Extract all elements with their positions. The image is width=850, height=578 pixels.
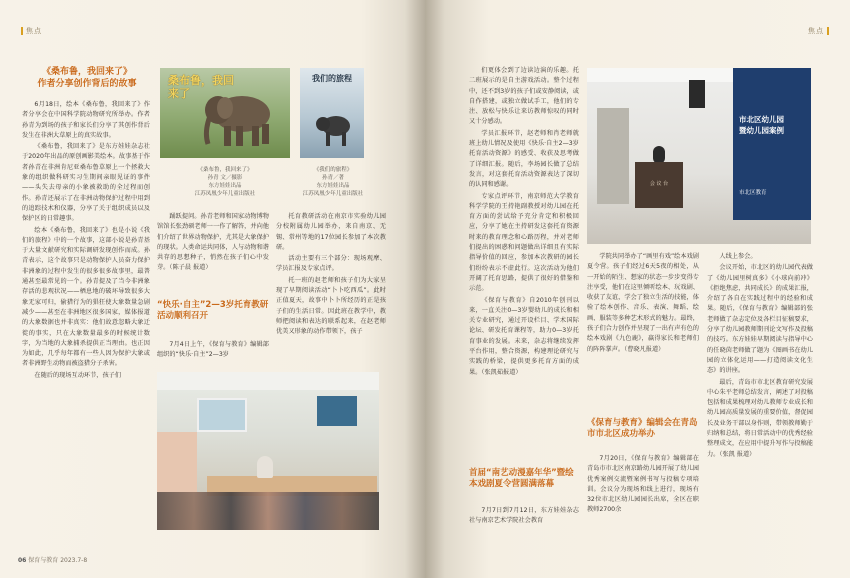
door: [597, 108, 629, 204]
caption-line: 东方娃娃出品: [316, 183, 350, 189]
right-column-2b: [587, 454, 699, 532]
paragraph: 学员汇报环节，赵老师和肖老师就班上幼儿情况及使用《快乐·自主2—3岁托育活动资源》的感受、收获及思考做了详细汇报。随后，李场园长做了总结发言，对这套托育活动资源表达了深切的认同和感谢。: [469, 129, 579, 189]
right-column-1b: [469, 506, 579, 532]
caption-line: 《桑布鲁，我回来了》: [197, 167, 253, 173]
screen-text: [739, 114, 809, 136]
book-cover-sampuru: [160, 68, 290, 158]
magazine-issue: 保育与教育 2023.7-8: [28, 557, 88, 564]
paragraph: 专家点评环节，南京师范大学教育科学学院的王持艳副教授对幼儿园在托育方面的尝试给予充分肯定和积极回应，分享了她在主持研发这套托育资源时来的教育理念和心路历程，并对老师们提出的困惑和问题做出详细且有实际指导价值的回应，参加本次教研的园长们纷纷表示不虚此行。这次活动为他们开阔了托育思路，提供了很好的借鉴和示范。: [469, 192, 579, 293]
section-label: 焦点: [808, 26, 832, 36]
book-gutter: [405, 0, 445, 578]
paragraph: 绘本《桑布鲁，我回来了》也是小说《我们的旅程》中的一个故事，这部小说是孙青基于大量文献研究和实际调研发现创作而成。孙青表示，这个故事只是动物保护人员奋力保护非洲象的过程中发生的很多很多故事里，最普通甚至最常见的一个。孙青提及了当今非洲象存活的悲观状况——栖息地的破坏导致很多大象无家可归，偷猎行为的猖狂使大象数量急剧减少——甚至在非洲地区很多国家，媒体报道的大象数据也并非真实：他们故意忽略大象迁徙的事实，只在大象数量最多的时候统计数字，为当地的大象捕杀提供正当理由。也正因为如此，几乎每年都有一些人因为保护大象或者非洲野生动物而被盗猎分子杀害。: [22, 226, 150, 368]
paragraph: 人线上参会。: [719, 253, 757, 260]
elephant-silhouette: [314, 110, 352, 150]
article-title: [469, 468, 579, 490]
podium: [635, 162, 683, 208]
classroom-photo: [157, 372, 379, 530]
image-caption: [160, 166, 290, 198]
page-footer: [18, 555, 87, 564]
teacher-figure: [257, 456, 273, 478]
article-title-text: 首届“南艺动漫嘉年华”暨绘本戏剧夏令营圆满落幕: [469, 468, 574, 489]
book-cover-journey: [300, 68, 364, 158]
paragraph: 在随后的现场互动环节，孩子们: [34, 371, 122, 379]
paragraph: 《保育与教育》自2010年创刊以来，一直关注0—3岁婴幼儿的成长和相关专业研究，通过开设栏目、学术国际论坛、研发托育课程等，助力0—3岁托育事业的发展。未来，杂志将继续发挥平台作用，整合资源，构建理论研究与实践的桥梁，提供更多托育方面的成果。（张凯茹报道）: [469, 296, 579, 376]
caption-line: 孙青 文／摄影: [207, 175, 243, 181]
section-label: 焦点: [18, 26, 42, 36]
projection-screen: [733, 68, 811, 220]
conference-photo: [587, 68, 811, 244]
right-column-1: [469, 66, 579, 461]
paragraph: 《桑布鲁，我回来了》是东方娃娃杂志社于2020年出品的原创画影美绘本。故事基于作者孙青在非洲肯尼亚桑布鲁草原上一个拯救大象的组织做科研实习生期间亲眼见证的事件——头失去母亲的小象被救助的全过程而创作。孙青还展示了在非洲动物保护过程中用到的追踪技术和仪器，分享了关于组织成员以及保护区的日常趣事。: [22, 143, 150, 223]
paragraph: 活动主要有三个部分：现场观摩、学员汇报及专家点评。: [276, 255, 386, 273]
book-cover-title: 我们的旅程: [312, 74, 352, 83]
paragraph: 会议开始，市北区的幼儿园代表做了《幼儿园里树真多》《小球向前冲》《拒绝焦虑，共同成长》的成果汇报，介绍了各自在实践过程中的经验和成果。随后，《保育与教育》编辑部的张老师做了杂志定位及各栏目征稿要求，分享了幼儿园教师期刊论文写作及投稿的技巧。东方娃娃早期阅读与指导中心的任晓茵老师做了题为《图画书在幼儿园的立体化运用——打造阅读文化生态》的讲座。: [707, 264, 813, 375]
screen-text-line: 市北区教育: [739, 190, 767, 196]
window: [197, 398, 247, 432]
paragraph: 学院共同举办了“画里有戏”绘本戏剧夏令营。孩子们经过6天5夜的相处，从一开始的陌生、想家的状态一步步变得专注享受，他们在这里倾听绘本、玩戏剧、收获了友谊，学会了独立生活的技能，体验了绘本创作、音乐、表演、舞蹈、绘画、服装等多种艺术形式的魅力。最终，孩子们合力创作并呈现了一出有声有色的绘本戏剧《九色鹿》，赢得家长和老师们的阵阵掌声。（曹晓凡报道）: [587, 253, 699, 353]
right-page: [425, 0, 850, 578]
book-cover-title: 桑布鲁，我回来了: [168, 74, 234, 100]
right-column-2: [587, 252, 699, 402]
left-column-3: [276, 212, 386, 366]
speaker-box: [689, 80, 705, 108]
article-title-line1: 《桑布鲁，我回来了》: [41, 67, 132, 77]
ceiling: [157, 372, 379, 390]
article-title: [587, 418, 699, 440]
left-column-1: [22, 100, 150, 530]
caption-line: 江苏凤凰少年儿童出版社: [194, 191, 256, 197]
article-title-text: 《保育与教育》编辑会在青岛市市北区成功举办: [587, 418, 698, 439]
image-caption: [296, 166, 370, 198]
paragraph: 托一班的赵老师和孩子们为大家呈现了早期阅读活动“卜卜吃西瓜”。此时正值夏天，故事中卜卜所经历的正是孩子们的生活日常。因此班在教学中，教师把阅读和表达的联系起来，在赵老师优美又形象的动作带领下，孩子: [276, 276, 386, 336]
paragraph: 踊跃提问。孙青老师和国家动物博物馆馆长张劲硕老师一一作了解答，并向他们介绍了世界动物保护，尤其是大象保护的现状。人类命运共同体，人与动物和谐共存的思想种子，悄然在孩子们心中发芽。（陈子晨 报道）: [157, 213, 269, 272]
screen: [317, 396, 357, 426]
article-title-line2: 作者分享创作背后的故事: [37, 79, 137, 89]
article-title: [157, 300, 269, 322]
article-title: [22, 66, 152, 90]
paragraph: 们更体会到了边读边演的乐趣。托二班展示的是自主游戏活动。整个过程中，还不到3岁的孩子们或安静阅读，或自作搭建，或独立做试手工，他们的专注、放松与快乐让来访教师惊叹的同时又十分感动。: [469, 67, 579, 126]
left-column-2: [157, 212, 269, 282]
caption-line: 孙青／著: [321, 175, 344, 181]
right-column-3: [707, 252, 813, 542]
caption-line: 江苏凤凰少年儿童出版社: [302, 191, 364, 197]
audience: [157, 492, 379, 530]
paragraph: 最后，青岛市市北区教育研究发展中心朱平老师总结发言，阐述了对投稿包括和成果梳理对幼儿教师专业成长和幼儿园高质量发展的重要价值，督促园长及业务干部以身作则，带领教师勤于归纳和总结，将日常活动中的优秀经验整理成文，在应用中提升写作与投稿能力。（张凯 报道）: [707, 378, 813, 458]
caption-line: 《我们的旅程》: [313, 167, 353, 173]
screen-text-line: 暨幼儿园案例: [739, 126, 784, 135]
caption-line: 东方娃娃出品: [208, 183, 242, 189]
article-title-text: “快乐·自主”2—3岁托育教研活动顺利召开: [157, 300, 269, 321]
paragraph: 托育教研活动在南京市实验幼儿园分校附属幼儿园举办，来自南京、无锡、常州等地的17位园长参加了本次教研。: [276, 213, 386, 251]
paragraph: 7月7日到7月12日，东方娃娃杂志社与南京艺术学院社会教育: [469, 507, 579, 525]
paragraph: 7月4日上午，《保育与教育》编辑部组织的“快乐·自主”2—3岁: [157, 341, 269, 359]
paragraph: 7月20日，《保育与教育》编辑部在青岛市市北区南京路幼儿园开展了幼儿园优秀案例交流暨案例书写与投稿专项培训。会议分为现场和线上进行，现场有32位市北区幼儿园园长出席，全区在职教师2700余: [587, 455, 699, 514]
screen-text-line: 市北区幼儿园: [739, 115, 784, 124]
page-number: 06: [18, 557, 27, 564]
elephant-illustration: [190, 82, 285, 152]
podium-label: 会 议 台: [649, 181, 669, 187]
paragraph: 6月18日，绘本《桑布鲁，我回来了》作者分享会在中国科学院动物研究所举办。作者孙青为到场的孩子和家长们分享了其创作背后发生在非洲大草原上的真实故事。: [22, 101, 150, 139]
wall-decoration: [157, 432, 197, 492]
left-column-2b: [157, 340, 269, 364]
